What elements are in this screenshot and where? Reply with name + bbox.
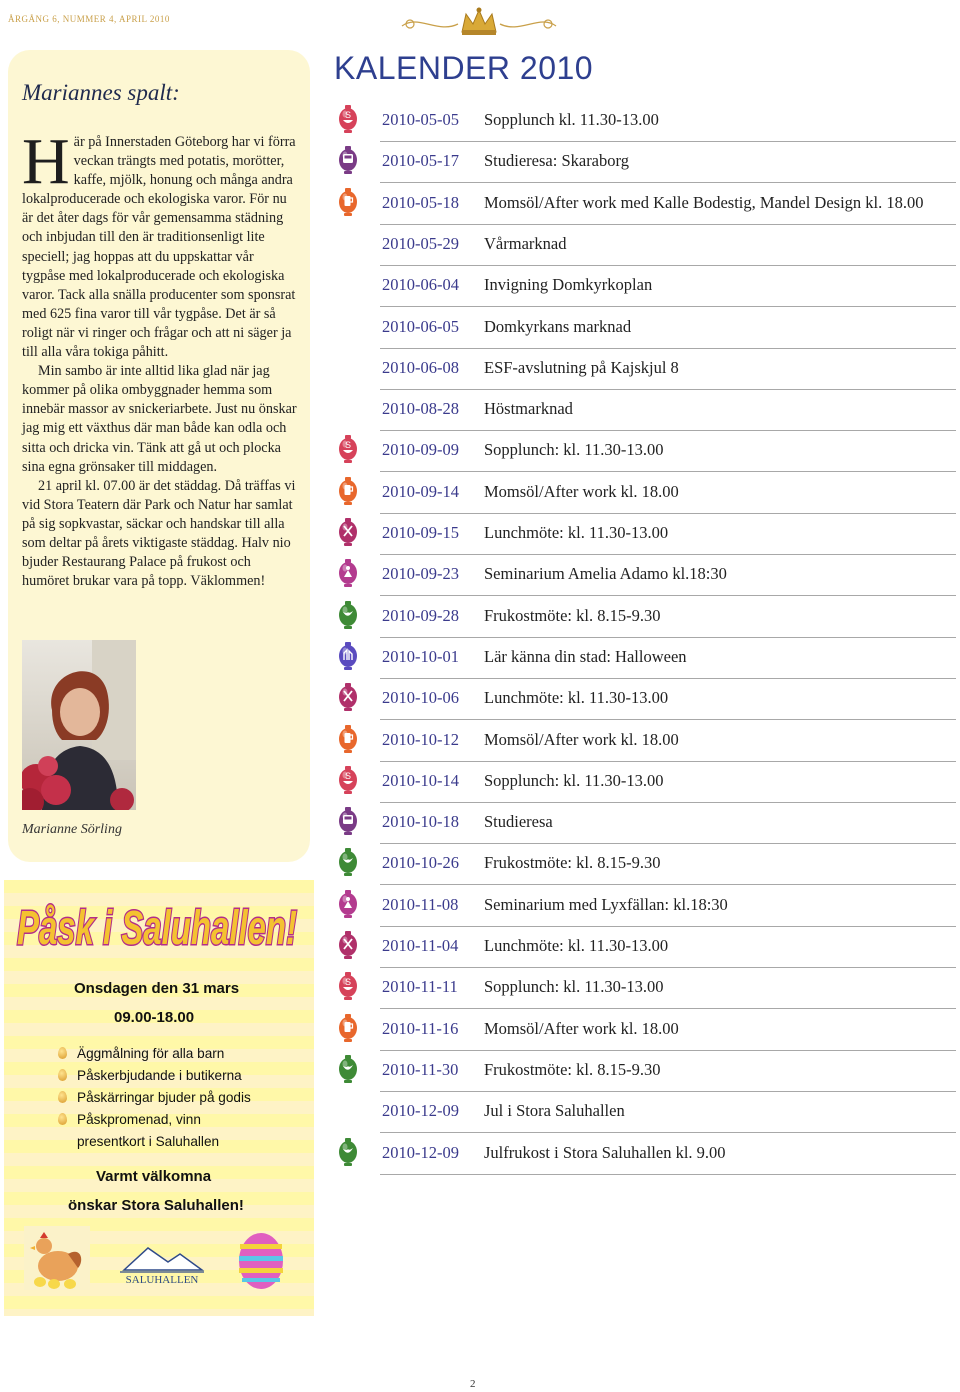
poster-time: 09.00-18.00	[114, 1009, 195, 1026]
column-paragraph-3: 21 april kl. 07.00 är det städdag. Då träffas vi vid Stora Teatern där Park och Natur har samlat på sig sopkvastar, säckar och handskar till alla som deltar på årets viktigaste städdag. Halv nio bjuder Restaurang Palace på frukost och humöret brukar vara på topp. Väklommen!	[22, 477, 296, 590]
calendar-event-row	[338, 637, 956, 679]
calendar-event-row	[338, 100, 956, 142]
portrait-photo	[22, 640, 136, 810]
event-description: Studieresa	[484, 812, 553, 832]
soup-icon	[338, 971, 358, 1001]
event-date: 2010-09-15	[382, 523, 459, 542]
event-description: Seminarium med Lyxfällan: kl.18:30	[484, 894, 728, 914]
event-description: Julfrukost i Stora Saluhallen kl. 9.00	[484, 1142, 726, 1162]
calendar-event-row	[338, 678, 956, 720]
crown-ornament-icon	[398, 4, 560, 38]
photo-caption: Marianne Sörling	[22, 822, 122, 837]
calendar-event-row	[338, 513, 956, 555]
event-date: 2010-12-09	[382, 1142, 459, 1162]
event-date: 2010-11-04	[382, 936, 459, 955]
event-description: Vårmarknad	[484, 233, 567, 253]
calendar-event-row	[338, 1009, 956, 1051]
issue-header: ÅRGÅNG 6, NUMMER 4, APRIL 2010	[8, 14, 170, 24]
dropcap: H	[22, 125, 70, 198]
svg-text:S: S	[344, 440, 352, 451]
event-date: 2010-09-28	[382, 605, 459, 625]
event-date: 2010-05-05	[382, 110, 459, 129]
bird-icon	[338, 1054, 358, 1084]
beer-icon	[338, 476, 358, 506]
event-date: 2010-11-16	[382, 1018, 459, 1038]
event-description: Lunchmöte: kl. 11.30-13.00	[484, 688, 669, 708]
event-description: Momsöl/After work kl. 18.00	[484, 481, 679, 501]
event-description: Invigning Domkyrkoplan	[484, 275, 653, 295]
event-date: 2010-11-08	[382, 894, 459, 914]
event-date: 2010-05-17	[382, 151, 459, 171]
cutlery-icon	[338, 930, 358, 960]
column-paragraph-1: är på Innerstaden Göteborg har vi förra veckan trängts med potatis, morötter, kaffe, mjölk, honung och många andra lokalproducerade och ekologiska varor. För nu är det åter dags för vår gemensamma städning och inbjudan till den är traditionsenligt lite speciell; jag hoppas att du uppskattar vår tygpåse med lokalproducerade och ekologiska varor. Tack alla snälla producenter som sponsrat med 625 fina varor till vår tygpåse. Det är så roligt när vi ringer och frågar och att ni säger ja till alla våra tokiga påhitt.	[22, 134, 296, 361]
event-date: 2010-12-09	[382, 1101, 459, 1121]
event-date: 2010-09-23	[382, 564, 459, 584]
calendar-event-row	[338, 183, 956, 225]
event-date: 2010-10-12	[382, 729, 459, 749]
calendar-event-row	[338, 307, 956, 349]
calendar-event-row	[338, 926, 956, 968]
event-description: Momsöl/After work kl. 18.00	[484, 1018, 679, 1038]
poster-item: Påskärringar bjuder på godis	[58, 1090, 251, 1105]
egg-bullet-icon	[58, 1047, 67, 1059]
beer-icon	[338, 187, 358, 217]
row-divider	[380, 1174, 956, 1175]
calendar-event-row	[338, 720, 956, 762]
event-date: 2010-06-08	[382, 357, 459, 377]
event-description: Studieresa: Skaraborg	[484, 151, 629, 171]
egg-bullet-icon	[58, 1091, 67, 1103]
event-date: 2010-10-01	[382, 646, 459, 666]
event-description: Momsöl/After work kl. 18.00	[484, 729, 679, 749]
saluhallen-logo	[118, 1240, 206, 1286]
svg-text:S: S	[344, 770, 352, 781]
calendar-event-row	[338, 802, 956, 844]
decorated-egg-icon	[236, 1228, 286, 1290]
calendar-event-row	[338, 348, 956, 390]
bird-icon	[338, 600, 358, 630]
bird-icon	[338, 1137, 358, 1167]
column-paragraph-2: Min sambo är inte alltid lika glad när jag kommer på olika ombyggnader hemma som innebär massor av snickeriarbete. Just nu önskar jag mig ett växthus där man både kan odla och sitta och dricka vin. Tänk att gå ut och plocka sina egna grönsaker till middagen.	[22, 363, 297, 475]
column-title: Mariannes spalt:	[22, 80, 180, 105]
calendar-event-row	[338, 389, 956, 431]
beer-icon	[338, 724, 358, 754]
event-date: 2010-10-06	[382, 688, 459, 708]
soup-icon	[338, 104, 358, 134]
poster-title-text: Påsk i Saluhallen!	[17, 902, 298, 955]
bird-icon	[338, 847, 358, 877]
event-date: 2010-10-14	[382, 770, 459, 790]
event-date: 2010-06-04	[382, 275, 459, 295]
svg-text:S: S	[344, 110, 352, 120]
seminar-icon	[338, 889, 358, 919]
calendar-event-row	[338, 224, 956, 266]
calendar-event-row	[338, 554, 956, 596]
event-description: Frukostmöte: kl. 8.15-9.30	[484, 853, 661, 873]
event-date: 2010-08-28	[382, 399, 459, 419]
event-date: 2010-05-18	[382, 192, 459, 212]
calendar-event-row	[338, 141, 956, 183]
calendar-event-row	[338, 885, 956, 927]
event-date: 2010-06-05	[382, 316, 459, 336]
event-description: Lär känna din stad: Halloween	[484, 646, 687, 666]
event-description: Sopplunch: kl. 11.30-13.00	[484, 440, 664, 460]
event-description: Domkyrkans marknad	[484, 316, 632, 336]
poster-title	[14, 892, 300, 956]
calendar-event-row	[338, 472, 956, 514]
seminar-icon	[338, 558, 358, 588]
bus-icon	[338, 145, 358, 175]
calendar-event-row	[338, 1091, 956, 1133]
event-description: Seminarium Amelia Adamo kl.18:30	[484, 564, 727, 584]
event-date: 2010-09-09	[382, 440, 459, 460]
soup-icon	[338, 434, 358, 464]
calendar-event-row	[338, 761, 956, 803]
city-icon	[338, 641, 358, 671]
poster-item: Påskerbjudande i butikerna	[58, 1068, 242, 1083]
poster-item-continued: presentkort i Saluhallen	[77, 1134, 220, 1149]
hen-icon	[24, 1226, 90, 1290]
calendar-event-row	[338, 967, 956, 1009]
event-description: Frukostmöte: kl. 8.15-9.30	[484, 1059, 661, 1079]
event-description: Sopplunch kl. 11.30-13.00	[484, 110, 659, 129]
event-description: ESF-avslutning på Kajskjul 8	[484, 357, 679, 377]
calendar-title: KALENDER 2010	[334, 50, 594, 86]
poster-closing-1: Varmt välkomna	[96, 1168, 212, 1185]
calendar-event-row	[338, 843, 956, 885]
event-date: 2010-05-29	[382, 233, 459, 253]
event-description: Sopplunch: kl. 11.30-13.00	[484, 770, 664, 790]
saluhallen-logo-text: SALUHALLEN	[125, 1274, 199, 1286]
event-date: 2010-10-18	[382, 812, 459, 832]
event-description: Jul i Stora Saluhallen	[484, 1101, 625, 1121]
calendar-event-row	[338, 265, 956, 307]
event-date: 2010-11-11	[382, 977, 458, 997]
event-description: Frukostmöte: kl. 8.15-9.30	[484, 605, 661, 625]
cutlery-icon	[338, 517, 358, 547]
soup-icon	[338, 765, 358, 795]
cutlery-icon	[338, 682, 358, 712]
calendar-event-row	[338, 430, 956, 472]
egg-bullet-icon	[58, 1069, 67, 1081]
event-description: Lunchmöte: kl. 11.30-13.00	[484, 936, 669, 955]
page-number: 2	[470, 1378, 476, 1390]
calendar-event-row	[338, 1050, 956, 1092]
poster-closing-2: önskar Stora Saluhallen!	[68, 1197, 244, 1214]
event-description: Momsöl/After work med Kalle Bodestig, Mandel Design kl. 18.00	[484, 192, 924, 212]
event-description: Höstmarknad	[484, 399, 573, 419]
svg-text:S: S	[344, 977, 352, 988]
event-date: 2010-10-26	[382, 853, 459, 873]
poster-item: Äggmålning för alla barn	[58, 1046, 224, 1061]
column-body	[22, 125, 300, 591]
egg-bullet-icon	[58, 1113, 67, 1125]
poster-item: Påskpromenad, vinn	[58, 1112, 201, 1127]
calendar-event-row	[338, 1133, 956, 1175]
poster-date: Onsdagen den 31 mars	[74, 980, 240, 997]
event-date: 2010-11-30	[382, 1059, 459, 1079]
calendar-event-row	[338, 596, 956, 638]
event-description: Lunchmöte: kl. 11.30-13.00	[484, 523, 669, 542]
event-date: 2010-09-14	[382, 481, 459, 501]
bus-icon	[338, 806, 358, 836]
beer-icon	[338, 1013, 358, 1043]
event-description: Sopplunch: kl. 11.30-13.00	[484, 977, 664, 997]
